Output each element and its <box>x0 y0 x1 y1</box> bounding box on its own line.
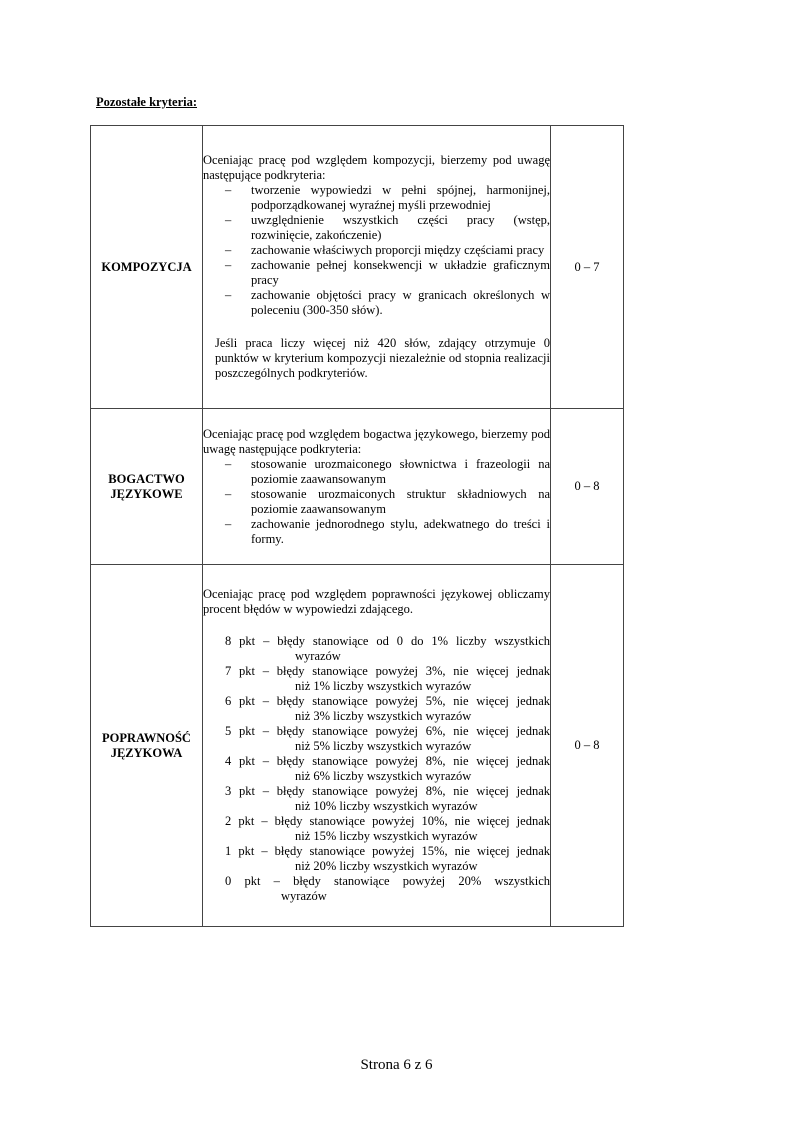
subcriteria-list <box>203 183 550 318</box>
list-item: – stosowanie urozmaiconych struktur składniowych na poziomie zaawansowanym <box>225 486 550 516</box>
list-item: – zachowanie właściwych proporcji między częściami pracy <box>225 243 545 257</box>
points-range <box>551 565 624 927</box>
list-item: 5 pkt – błędy stanowiące powyżej 6%, nie więcej jednak niż 5% liczby wszystkich wyrazów <box>225 724 550 753</box>
points-range-text: 0 – 8 <box>574 738 600 752</box>
criterion-description <box>203 409 551 565</box>
criteria-table <box>90 125 624 927</box>
dash-bullet: – <box>225 213 232 227</box>
criterion-name-text: KOMPOZYCJA <box>101 259 192 274</box>
list-item: 8 pkt – błędy stanowiące od 0 do 1% liczby wszystkich wyrazów <box>225 634 550 663</box>
subcriteria-list <box>203 457 550 547</box>
list-item: – zachowanie objętości pracy w granicach określonych w poleceniu (300-350 słów). <box>225 288 550 317</box>
points-range <box>551 409 624 565</box>
criterion-description <box>203 126 551 409</box>
criterion-name <box>91 565 203 927</box>
dash-bullet: – <box>225 243 232 257</box>
list-item: – zachowanie pełnej konsekwencji w układzie graficznym pracy <box>225 258 550 287</box>
list-item: 7 pkt – błędy stanowiące powyżej 3%, nie więcej jednak niż 1% liczby wszystkich wyrazów <box>225 664 550 693</box>
criterion-name-line2: JĘZYKOWE <box>110 486 183 501</box>
dash-bullet: – <box>225 486 232 501</box>
dash-bullet: – <box>225 288 232 302</box>
list-item: 6 pkt – błędy stanowiące powyżej 5%, nie więcej jednak niż 3% liczby wszystkich wyrazów <box>225 694 550 723</box>
dash-bullet: – <box>225 183 232 197</box>
criterion-name-line1: POPRAWNOŚĆ <box>102 730 191 745</box>
points-range-text: 0 – 7 <box>574 259 600 274</box>
page-number: Strona 6 z 6 <box>360 1057 433 1073</box>
list-item: – stosowanie urozmaiconego słownictwa i frazeologii na poziomie zaawansowanym <box>225 456 550 486</box>
table-row-kompozycja <box>91 126 624 409</box>
list-item: – uwzględnienie wszystkich części pracy (wstęp, rozwinięcie, zakończenie) <box>225 213 550 242</box>
list-item: 2 pkt – błędy stanowiące powyżej 10%, nie więcej jednak niż 15% liczby wszystkich wyrazów <box>225 814 550 843</box>
criterion-name <box>91 409 203 565</box>
list-item: 0 pkt – błędy stanowiące powyżej 20% wszystkich wyrazów <box>225 874 550 903</box>
dash-bullet: – <box>225 258 232 272</box>
table-row-bogactwo <box>91 409 624 565</box>
criterion-name <box>91 126 203 409</box>
points-range-text: 0 – 8 <box>574 479 600 493</box>
criterion-intro: Oceniając pracę pod względem kompozycji, bierzemy pod uwagę następujące podkryteria: <box>203 153 550 182</box>
list-item: 1 pkt – błędy stanowiące powyżej 15%, nie więcej jednak niż 20% liczby wszystkich wyrazów <box>225 844 550 873</box>
list-item: – tworzenie wypowiedzi w pełni spójnej, harmonijnej, podporządkowanej wyraźnej myśli przewodniej <box>225 183 550 212</box>
table-row-poprawnosc <box>91 565 624 927</box>
criterion-intro: Oceniając pracę pod względem poprawności językowej obliczamy procent błędów w wypowiedzi zdającego. <box>203 587 550 616</box>
dash-bullet: – <box>225 516 232 531</box>
criterion-intro: Oceniając pracę pod względem bogactwa językowego, bierzemy pod uwagę następujące podkryteria: <box>203 426 550 456</box>
points-range <box>551 126 624 409</box>
list-item: – zachowanie jednorodnego stylu, adekwatnego do treści i formy. <box>225 516 550 546</box>
section-heading: Pozostałe kryteria: <box>96 95 198 109</box>
list-item: 3 pkt – błędy stanowiące powyżej 8%, nie więcej jednak niż 10% liczby wszystkich wyrazów <box>225 784 550 813</box>
dash-bullet: – <box>225 456 232 471</box>
error-scale <box>203 634 550 904</box>
criterion-name-line1: BOGACTWO <box>108 471 185 486</box>
list-item: 4 pkt – błędy stanowiące powyżej 8%, nie więcej jednak niż 6% liczby wszystkich wyrazów <box>225 754 550 783</box>
criterion-note: Jeśli praca liczy więcej niż 420 słów, zdający otrzymuje 0 punktów w kryterium kompozycji niezależnie od stopnia realizacji poszczególnych podkryteriów. <box>215 336 550 380</box>
criterion-description <box>203 565 551 927</box>
criterion-name-line2: JĘZYKOWA <box>110 745 183 760</box>
